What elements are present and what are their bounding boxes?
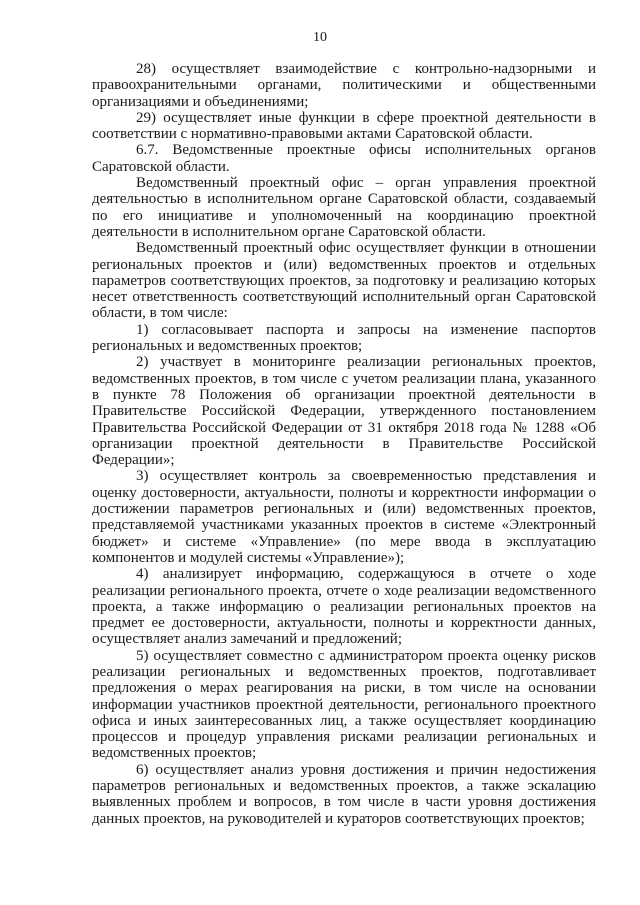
paragraph-item-29: 29) осуществляет иные функции в сфере проектной деятельности в соответствии с нормативно-правовыми актами Саратовской области. — [92, 109, 596, 143]
document-body — [92, 61, 596, 827]
paragraph-functions-intro: Ведомственный проектный офис осуществляет функции в отношении региональных проектов и (или) ведомственных проектов и отдельных параметров соответствующих проектов, за подготовку и реализацию которых несет ответственность соответствующий исполнительный орган Саратовской области, в том числе: — [92, 240, 596, 322]
paragraph-item-4: 4) анализирует информацию, содержащуюся в отчете о ходе реализации регионального проекта, отчете о ходе реализации ведомственного проекта, а также информацию о реализации региональных проектов на предмет ее достоверности, актуальности, полноты и корректности данных, осуществляет анализ замечаний и предложений; — [92, 566, 596, 648]
section-heading-6-7: 6.7. Ведомственные проектные офисы исполнительных органов Саратовской области. — [92, 142, 596, 175]
paragraph-definition: Ведомственный проектный офис – орган управления проектной деятельностью в исполнительном органе Саратовской области, создаваемый по его инициативе и уполномоченный на координацию проектной деятельности в исполнительном органе Саратовской области. — [92, 175, 596, 240]
paragraph-item-5: 5) осуществляет совместно с администратором проекта оценку рисков реализации региональных и ведомственных проектов, подготавливает предложения о мерах реагирования на риски, в том числе на основании информации участников проектной деятельности, регионального проектного офиса и иных заинтересованных лиц, а также осуществляет координацию процессов и процедур управления рисками реализации региональных и ведомственных проектов; — [92, 647, 596, 762]
page-number: 10 — [313, 30, 327, 45]
paragraph-item-28: 28) осуществляет взаимодействие с контрольно-надзорными и правоохранительными органами, политическими и общественными организациями и объединениями; — [92, 61, 596, 110]
paragraph-item-1: 1) согласовывает паспорта и запросы на изменение паспортов региональных и ведомственных проектов; — [92, 321, 596, 355]
paragraph-item-2: 2) участвует в мониторинге реализации региональных проектов, ведомственных проектов, в том числе с учетом реализации плана, указанного в пункте 78 Положения об организации проектной деятельности в Правительстве Российской Федерации, утвержденного постановлением Правительства Российской Федерации от 31 октября 2018 года № 1288 «Об организации проектной деятельности в Правительстве Российской Федерации»; — [92, 354, 596, 469]
paragraph-item-6: 6) осуществляет анализ уровня достижения и причин недостижения параметров региональных и ведомственных проектов, а также эскалацию выявленных проблем и вопросов, в том числе в части уровня достижения данных проектов, на руководителей и кураторов соответствующих проектов; — [92, 761, 596, 827]
paragraph-item-3: 3) осуществляет контроль за своевременностью представления и оценку достоверности, актуальности, полноты и корректности информации о достижении параметров региональных и (или) ведомственных проектов, представляемой участниками указанных проектов в системе «Электронный бюджет» и системе «Управление» (по мере ввода в эксплуатацию компонентов и модулей системы «Управление»); — [92, 468, 596, 566]
